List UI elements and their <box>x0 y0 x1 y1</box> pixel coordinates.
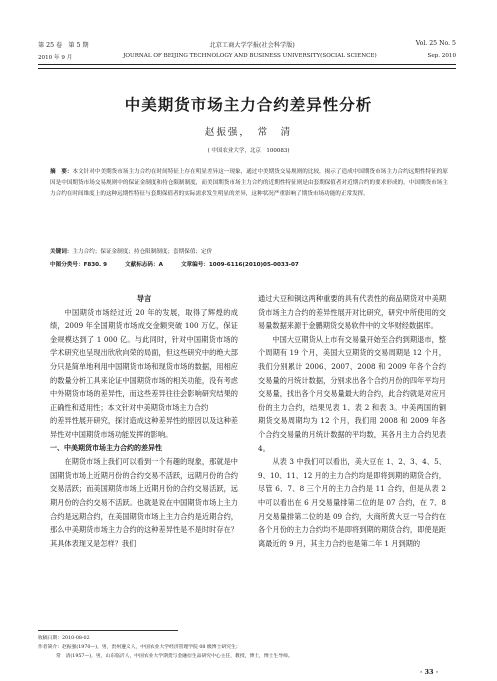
body-paragraph: 中国大豆期货从上市有交易量开始至合约到期退市，整个周期有 19 个月，美国大豆期货的交易周期是 12 个月，我们分别累计 2006、2007、2008 和 2009 年各个合约交易量的月统计数据，分别求出各个合约月份的四年平均月交易量，找出各个月交易量最大的合约，此合约就是对应月份的主力合约，结果见表 1、表 2 和表 3。中美两国的铜期货交易周期均为 12 个月，我们用 2008 和 2009 年各个合约交易量的月统计数据的平均数，其各月主力合约见表 4。 <box>258 334 446 453</box>
body-column-left <box>50 292 238 550</box>
volume-issue-en: Vol. 25 No. 5 <box>415 40 456 47</box>
volume-issue: 第 25 卷 第 5 期 <box>38 42 89 49</box>
body-paragraph: 在期货市场上我们可以看到一个有趣的现象，那就是中国期货市场上近期月份的合约交易不活跃，远期月份的合约交易活跃；而美国期货市场上近期月份的合约交易活跃，远期月份的合约交易不活跃。也就是说在中国期货市场上主力合约是远期合约，在美国期货市场上主力合约是近期合约，那么中美期货市场主力合约的这种差异性是不是时时存在？其具体表现又是怎样？我们 <box>50 457 238 548</box>
running-header-bottom <box>38 53 456 61</box>
classification-line <box>50 260 299 268</box>
body-paragraph: 从表 3 中我们可以看出，美大豆在 1、2、3、4、5、9、10、11、12 月的主力合约均是即将到期的期货合约，尽管 6、7、8 三个月的主力合约是 11 合约，但是从表 2 中可以看出在 6 月交易量排第二位的是 07 合约，在 7、8 月交易量排第二位的是 09 合约，大商所黄大豆一号合约在各个月份的主力合约均不是即将到期的期货合约，即使是距离最近的 9 月，其主力合约也是第二年 1 月到期的 <box>258 457 446 548</box>
article-number: 文章编号：1009-6116(2010)05-0033-07 <box>180 262 299 268</box>
journal-name-en: JOURNAL OF BEIJING TECHNOLOGY AND BUSINESS UNIVERSITY(SOCIAL SCIENCE) <box>123 53 377 59</box>
section-heading-intro: 导言 <box>136 294 152 303</box>
abstract-text: 本文针对中美期货市场主力合约在时间特征上存在明显差异这一现象，通过中美期货交易规则的比较，揭示了造成中国期货市场主力合约远期性特征的原因是中国期货市场交易规则中的保证金制度和持仓限制制度，而美国期货市场主力合约的近期性特征则是由套期保值者对近期合约的要求形成的。中国期货市场主力合约在时间维度上的这种远期性特征与套期保值者的实际需求发生明显的差异，这种状况严重影响了期货市场功能的正常发挥。 <box>50 169 448 198</box>
keywords-label: 关键词： <box>50 249 73 255</box>
body-paragraph: 通过大豆和铜这两种重要的具有代表性的商品期货对中美期货市场主力合约的差异性展开对比研究，研究中所使用的交易量数据来源于金鹏期货交易软件中的文华财经数据库。 <box>258 294 446 331</box>
abstract <box>50 167 448 200</box>
body-paragraph: 中国期货市场经过近 20 年的发展，取得了辉煌的成绩，2009 年全国期货市场成交金额突破 100 万亿，保证金规模达到了 1 000 亿。与此同时，针对中国期货市场的学术研究也呈现出欣欣向荣的局面，但这些研究中的绝大部分只是简单地利用中国期货市场和现货市场的数据，用相应的数量分析工具来论证中国期货市场的相关功能，没有考虑中外期货市场的差异性，而这些差异往往会影响研究结果的正确性和适用性；本文针对中美期货市场主力合约 <box>50 307 238 412</box>
article-authors: 赵振强， 常 清 <box>204 127 293 138</box>
body-column-right <box>258 292 446 550</box>
issue-date-cn: 2010 年 9 月 <box>38 55 73 61</box>
footnote-received: 收稿日期：2010-08-02 <box>38 636 90 641</box>
journal-name-cn: 北京工商大学学报(社会科学版) <box>209 42 295 49</box>
document-code: 文献标志码：A <box>125 262 163 268</box>
issue-date-en: Sep. 2010 <box>427 53 456 59</box>
footnote-author-1: 作者简介：赵振强(1970—)，男，贵州遵义人，中国农业大学经济管理学院 08 级博士研究生； <box>38 645 241 650</box>
article-title: 中美期货市场主力合约差异性分析 <box>124 95 373 114</box>
clc-number: 中图分类号：F830. 9 <box>50 262 108 268</box>
body-paragraph: 的差异性展开研究，探讨造成这种差异性的原因以及这种差异性对中国期货市场功能发挥的影响。 <box>50 416 238 439</box>
author-affiliation: ( 中国农业大学，北京 100083) <box>207 148 290 154</box>
footnote-divider <box>38 630 178 631</box>
header-divider <box>38 64 456 69</box>
keywords <box>50 247 448 255</box>
abstract-label: 摘 要： <box>50 169 73 175</box>
section-heading-1: 一、中美期货市场主力合约的差异性 <box>50 443 162 452</box>
keywords-text: 主力合约；保证金制度；持仓限制制度；套期保值；定价 <box>72 249 213 255</box>
page-number: · 33 · <box>420 668 439 676</box>
footnote-author-2: 常 清(1957—)，男，山东临沂人，中国农业大学期货与金融衍生品研究中心主任，教授，博士，博士生导师。 <box>56 654 293 659</box>
running-header-top <box>38 40 456 49</box>
